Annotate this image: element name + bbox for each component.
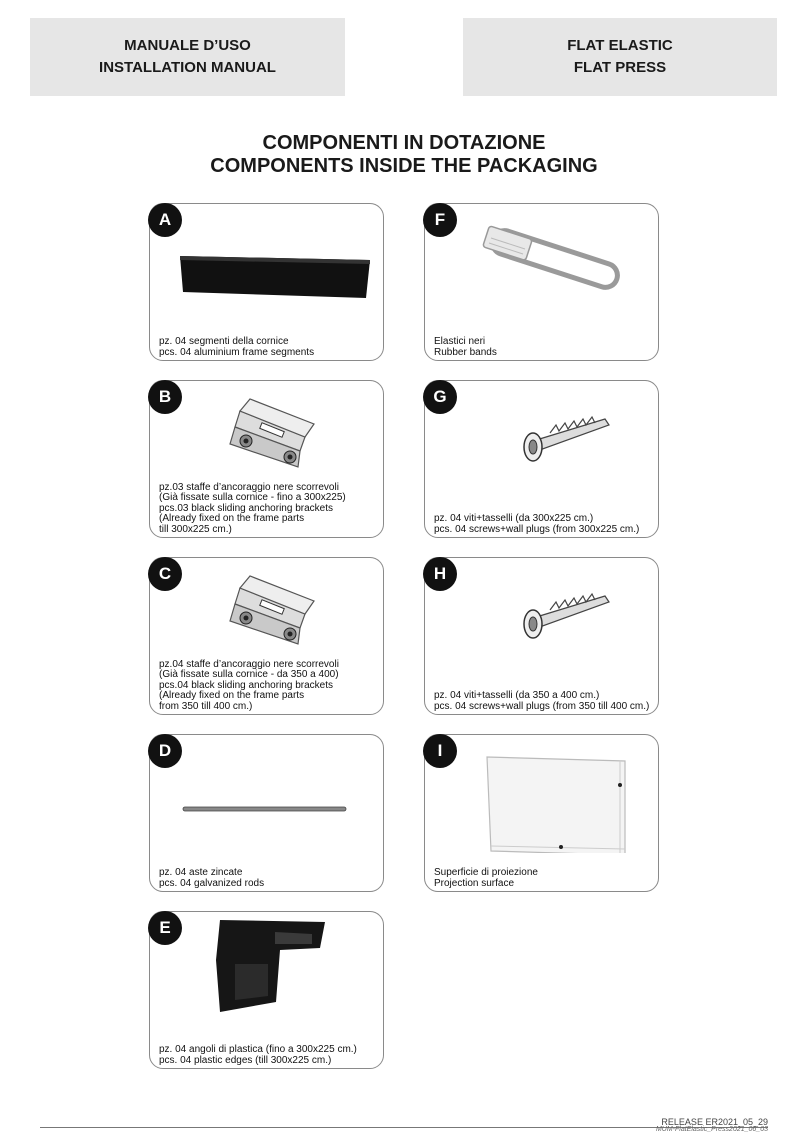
- caption-line-en: Projection surface: [434, 877, 515, 889]
- caption-line: (Già fissate sulla cornice - da 350 a 400): [159, 669, 339, 680]
- rubber-band-image: [455, 212, 648, 322]
- caption-line: pcs.03 black sliding anchoring brackets: [159, 502, 333, 514]
- caption-line: (Already fixed on the frame parts: [159, 513, 305, 524]
- component-caption: [159, 868, 379, 889]
- component-card-d: [149, 734, 384, 892]
- caption-line-en: pcs. 04 galvanized rods: [159, 877, 265, 889]
- sliding-bracket-image: [180, 389, 373, 475]
- component-caption: [159, 660, 379, 713]
- caption-line-it: pz. 04 aste zincate: [159, 867, 243, 878]
- caption-line-en: pcs. 04 plastic edges (till 300x225 cm.): [159, 1054, 332, 1066]
- caption-line-en: pcs. 04 aluminium frame segments: [159, 346, 315, 358]
- component-caption: [159, 1045, 379, 1066]
- component-letter-badge: F: [423, 203, 457, 237]
- sliding-bracket-image: [180, 566, 373, 652]
- component-letter-badge: H: [423, 557, 457, 591]
- header-product-name-2: FLAT PRESS: [573, 59, 667, 76]
- component-letter-badge: E: [148, 911, 182, 945]
- component-card-h: [424, 557, 659, 715]
- document-id: MUM-FlatElastic_Press2021_06_03: [655, 1126, 768, 1133]
- caption-line-it: Superficie di proiezione: [434, 867, 538, 878]
- screw-wall-plug-image: [455, 566, 648, 652]
- caption-line: (Già fissate sulla cornice - fino a 300x225): [159, 492, 346, 503]
- component-letter-badge: B: [148, 380, 182, 414]
- release-label: RELEASE ER2021_05_29: [661, 1117, 768, 1127]
- caption-line: (Already fixed on the frame parts: [159, 690, 305, 701]
- caption-line-en: pcs. 04 screws+wall plugs (from 300x225 cm.): [434, 523, 640, 535]
- component-card-c: [149, 557, 384, 715]
- header-manual-title: [30, 18, 345, 96]
- component-card-e: [149, 911, 384, 1069]
- page-title-it: COMPONENTI IN DOTAZIONE: [262, 132, 546, 154]
- header-manual-title-it: MANUALE D’USO: [124, 37, 251, 54]
- caption-line-it: pz. 04 viti+tasselli (da 300x225 cm.): [434, 513, 594, 524]
- component-caption: [434, 691, 654, 712]
- component-caption: [159, 483, 379, 536]
- header-manual-title-en: INSTALLATION MANUAL: [99, 59, 276, 76]
- galvanized-rod-image: [180, 743, 373, 853]
- caption-line-it: pz. 04 segmenti della cornice: [159, 336, 289, 347]
- header-product-name-1: FLAT ELASTIC: [567, 37, 673, 54]
- caption-line: pcs.04 black sliding anchoring brackets: [159, 679, 333, 691]
- caption-line: pz.03 staffe d’ancoraggio nere scorrevoli: [159, 481, 339, 493]
- caption-line: till 300x225 cm.): [159, 523, 232, 535]
- component-card-i: [424, 734, 659, 892]
- caption-line-it: pz. 04 viti+tasselli (da 350 a 400 cm.): [434, 690, 600, 701]
- page-title: [0, 132, 808, 178]
- caption-line-it: Elastici neri: [434, 336, 486, 347]
- component-letter-badge: A: [148, 203, 182, 237]
- component-letter-badge: D: [148, 734, 182, 768]
- frame-segment-image: [180, 212, 373, 322]
- component-letter-badge: C: [148, 557, 182, 591]
- header-product-name: [463, 18, 777, 96]
- component-caption: [434, 337, 654, 358]
- projection-surface-image: [455, 743, 648, 853]
- caption-line-it: pz. 04 angoli di plastica (fino a 300x225 cm.): [159, 1044, 357, 1055]
- caption-line: from 350 till 400 cm.): [159, 700, 253, 712]
- component-caption: [434, 514, 654, 535]
- caption-line: pz.04 staffe d’ancoraggio nere scorrevoli: [159, 658, 339, 670]
- component-letter-badge: I: [423, 734, 457, 768]
- component-card-b: [149, 380, 384, 538]
- component-caption: [434, 868, 654, 889]
- component-card-a: [149, 203, 384, 361]
- plastic-corner-image: [180, 920, 373, 1030]
- page-title-en: COMPONENTS INSIDE THE PACKAGING: [210, 155, 598, 177]
- caption-line-en: pcs. 04 screws+wall plugs (from 350 till 400 cm.): [434, 700, 650, 712]
- component-card-f: [424, 203, 659, 361]
- component-letter-badge: G: [423, 380, 457, 414]
- caption-line-en: Rubber bands: [434, 346, 497, 358]
- screw-wall-plug-image: [455, 389, 648, 475]
- component-caption: [159, 337, 379, 358]
- component-card-g: [424, 380, 659, 538]
